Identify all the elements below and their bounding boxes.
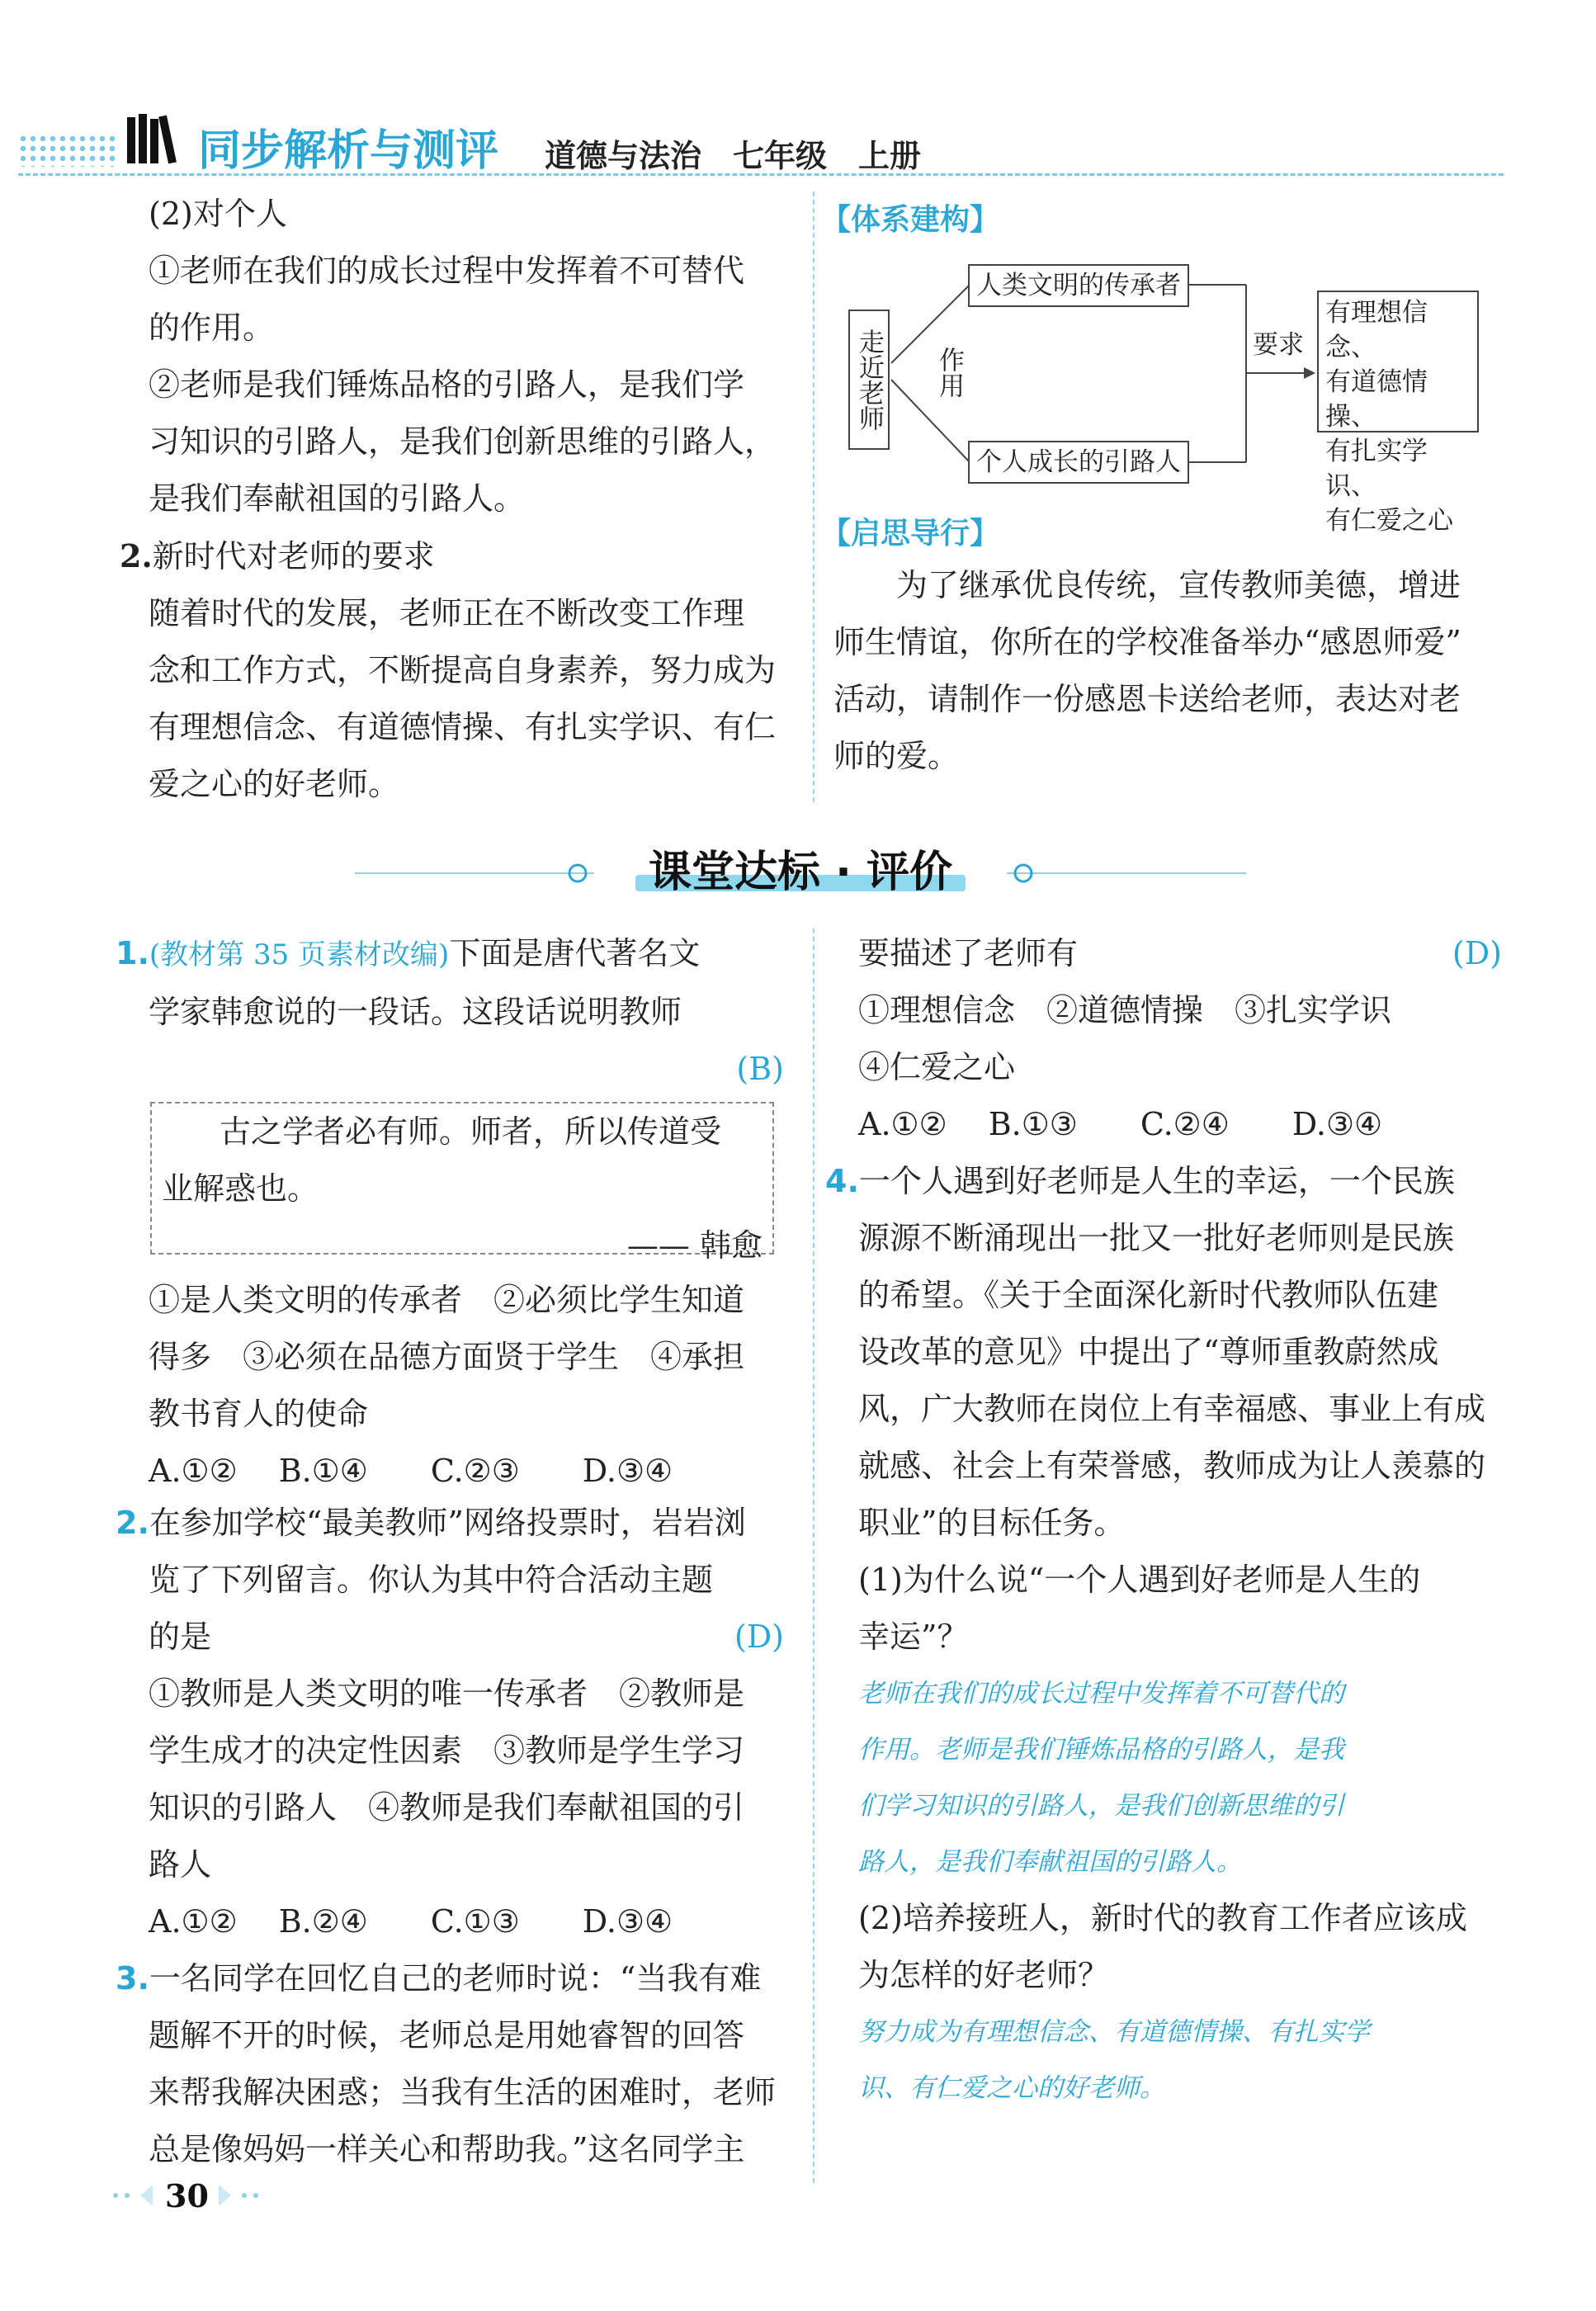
item2-line2: 念和工作方式，不断提高自身素养，努力成为 <box>149 652 777 688</box>
q4-stem-line6: 就感、社会上有荣誉感，教师成为让人羡慕的 <box>858 1448 1486 1484</box>
q4-stem-line3: 的希望。《关于全面深化新时代教师队伍建 <box>858 1277 1439 1313</box>
diagram-right-line4: 有仁爱之心 <box>1325 506 1453 536</box>
q1-answer: (B) <box>736 1051 784 1087</box>
q4-number: 4. <box>825 1163 859 1199</box>
q4-sub1-line1: (1)为什么说“一个人遇到好老师是人生的 <box>858 1562 1421 1598</box>
q3-choices: A.①② B.①③ C.②④ D.③④ <box>858 1106 1383 1142</box>
q3-option-line2: ④仁爱之心 <box>858 1049 1016 1085</box>
sub2-p2-line3: 是我们奉献祖国的引路人。 <box>149 480 526 517</box>
question-4 <box>825 1153 1502 2116</box>
q2-line1 <box>116 1495 784 1552</box>
header-subject: 道德与法治 七年级 上册 <box>545 138 922 174</box>
q1-option-line2: 得多 ③必须在品德方面贤于学生 ④承担 <box>149 1339 745 1375</box>
q1-quote-line1: 古之学者必有师。师者，所以传道受 <box>220 1113 722 1150</box>
diagram-node-top: 人类文明的传承者 <box>968 264 1189 307</box>
section-title: 课堂达标 · 评价 <box>649 848 952 897</box>
item2-block <box>120 527 796 813</box>
q4-stem-line2: 源源不断涌现出一批又一批好老师则是民族 <box>858 1220 1455 1256</box>
diagram-node-right <box>1317 291 1479 536</box>
diagram-root-node: 走近老师 <box>848 310 890 450</box>
item2-line1: 随着时代的发展，老师正在不断改变工作理 <box>149 595 745 631</box>
q2-line3 <box>116 1609 784 1666</box>
q3-stem-line3: 来帮我解决困惑；当我有生活的困难时，老师 <box>149 2074 777 2110</box>
tixi-title: 【体系建构】 <box>821 203 1000 237</box>
diagram-right-line2: 有道德情操、 <box>1325 367 1428 432</box>
q3-answer: (D) <box>1452 935 1502 971</box>
q1-option-line3: 教书育人的使命 <box>149 1396 369 1432</box>
item2-number: 2. <box>120 537 153 574</box>
q4-stem-line1: 一个人遇到好老师是人生的幸运，一个民族 <box>858 1163 1455 1199</box>
q2-answer: (D) <box>734 1619 784 1655</box>
q3-number: 3. <box>116 1960 149 1997</box>
q4-stem-line5: 风，广大教师在岗位上有幸福感、事业上有成 <box>858 1391 1486 1427</box>
sub2-p1-line1: ①老师在我们的成长过程中发挥着不可替代 <box>149 253 745 289</box>
column-divider-top <box>813 191 815 802</box>
diagram-right-line1: 有理想信念、 <box>1325 298 1428 362</box>
q4-stem-line7: 职业”的目标任务。 <box>858 1505 1126 1541</box>
sub2-p2-line2: 习知识的引路人，是我们创新思维的引路人， <box>149 423 777 460</box>
qisi-line2: 师生情谊，你所在的学校准备举办“感恩师爱” <box>833 624 1461 660</box>
q4-answer1-line3: 们学习知识的引路人，是我们创新思维的引 <box>858 1791 1344 1821</box>
qisi-line4: 师的爱。 <box>833 738 960 774</box>
q4-stem-line4: 设改革的意见》中提出了“尊师重教蔚然成 <box>858 1334 1439 1370</box>
q3-stem-line2: 题解不开的时候，老师总是用她睿智的回答 <box>149 2017 745 2053</box>
q4-line1 <box>825 1153 1502 1210</box>
diagram-node-bottom: 个人成长的引路人 <box>968 441 1189 484</box>
left-top-text <box>149 186 792 527</box>
q3-line1 <box>116 1950 784 2007</box>
q1-options <box>149 1272 792 1500</box>
header-divider <box>18 173 1504 176</box>
q2-stem-line2: 览了下列留言。你认为其中符合活动主题 <box>149 1562 714 1598</box>
q2-option-line4: 路人 <box>149 1846 212 1883</box>
books-logo-icon <box>124 112 190 167</box>
qisi-line3: 活动，请制作一份感恩卡送给老师，表达对老 <box>833 681 1461 717</box>
q4-answer1-line4: 路人，是我们奉献祖国的引路人。 <box>858 1847 1242 1877</box>
page-number: 30 <box>165 2177 209 2214</box>
q4-sub2-line2: 为怎样的好老师？ <box>858 1957 1110 1993</box>
q4-sub2-line1: (2)培养接班人，新时代的教育工作者应该成 <box>858 1900 1467 1936</box>
diagram-right-line3: 有扎实学识、 <box>1325 437 1428 501</box>
q1-stem-line2: 学家韩愈说的一段话。这段话说明教师 <box>149 994 682 1030</box>
question-1 <box>116 925 784 1098</box>
item2-line3: 有理想信念、有道德情操、有扎实学识、有仁 <box>149 709 777 745</box>
q3-line5 <box>858 925 1502 982</box>
q3-stem-line4: 总是像妈妈一样关心和帮助我。”这名同学主 <box>149 2131 745 2167</box>
q1-option-line1: ①是人类文明的传承者 ②必须比学生知道 <box>149 1282 745 1318</box>
q2-option-line2: 学生成才的决定性因素 ③教师是学生学习 <box>149 1732 745 1769</box>
q3-stem-line1: 一名同学在回忆自己的老师时说：“当我有难 <box>149 1960 762 1997</box>
q1-quote-box <box>150 1102 774 1264</box>
column-divider-bottom <box>813 929 815 2183</box>
q3-continued <box>858 925 1502 1153</box>
header-dots <box>18 134 117 167</box>
qisi-title: 【启思导行】 <box>821 517 1000 551</box>
q2-option-line1: ①教师是人类文明的唯一传承者 ②教师是 <box>149 1675 745 1712</box>
section-banner <box>347 834 1254 900</box>
diagram-edge-label: 要求 <box>1253 330 1304 360</box>
diagram-branch-label: 作用 <box>934 347 964 398</box>
qisi-line1: 为了继承优良传统，宣传教师美德，增进 <box>896 567 1461 603</box>
item2-title: 新时代对老师的要求 <box>152 538 435 574</box>
sub2-p2-line1: ②老师是我们锤炼品格的引路人，是我们学 <box>149 366 745 403</box>
q4-answer2-line2: 识、有仁爱之心的好老师。 <box>858 2073 1165 2103</box>
q2-choices: A.①② B.②④ C.①③ D.③④ <box>149 1903 673 1940</box>
header-brand: 同步解析与测评 <box>198 126 499 176</box>
sub2-p1-line2: 的作用。 <box>149 310 275 346</box>
q2-option-line3: 知识的引路人 ④教师是我们奉献祖国的引 <box>149 1789 745 1826</box>
q1-quote-author: —— 韩愈 <box>626 1227 763 1264</box>
sub2-title: (2)对个人 <box>149 196 287 232</box>
q4-answer1-line2: 作用。老师是我们锤炼品格的引路人，是我 <box>858 1735 1344 1765</box>
item2-heading <box>120 527 796 585</box>
q1-choices: A.①② B.①④ C.②③ D.③④ <box>149 1453 673 1489</box>
q4-sub1-line2: 幸运”？ <box>858 1619 969 1655</box>
qisi-text <box>833 557 1502 785</box>
question-3 <box>116 1950 784 2178</box>
q2-number: 2. <box>116 1505 149 1541</box>
q2-stem-line1: 在参加学校“最美教师”网络投票时，岩岩浏 <box>149 1505 746 1541</box>
q1-source: (教材第 35 页素材改编) <box>149 938 450 971</box>
q4-answer2-line1: 努力成为有理想信念、有道德情操、有扎实学 <box>858 2017 1370 2047</box>
q3-stem-line5: 要描述了老师有 <box>858 935 1079 971</box>
item2-line4: 爱之心的好老师。 <box>149 766 400 802</box>
q2-stem-line3: 的是 <box>149 1619 212 1655</box>
q1-number: 1. <box>116 935 149 971</box>
question-2 <box>116 1495 784 1950</box>
q1-quote-line2: 业解惑也。 <box>162 1170 319 1207</box>
q4-answer1-line1: 老师在我们的成长过程中发挥着不可替代的 <box>858 1679 1344 1708</box>
q1-line1 <box>116 925 784 984</box>
q1-stem-line1: 下面是唐代著名文 <box>449 935 701 971</box>
q3-option-line1: ①理想信念 ②道德情操 ③扎实学识 <box>858 992 1392 1028</box>
